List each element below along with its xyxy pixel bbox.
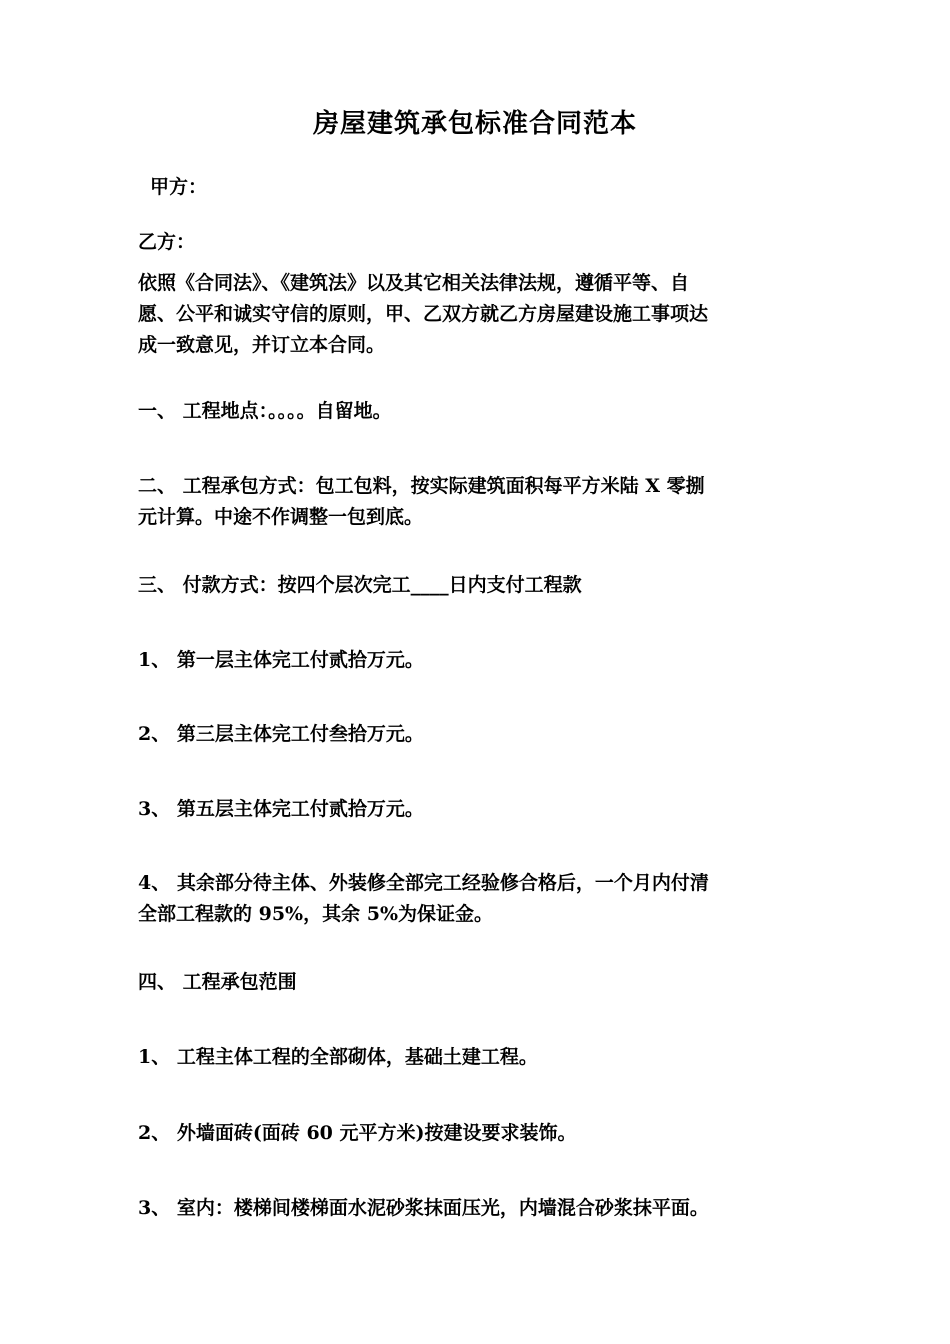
party-b-label: 乙方： xyxy=(138,231,196,253)
section-2-contract-method xyxy=(138,471,818,533)
payment-item-3: 3、 第五层主体完工付贰拾万元。 xyxy=(138,798,424,820)
section-2-line-1: 二、 工程承包方式：包工包料，按实际建筑面积每平方米陆 X 零捌 xyxy=(138,475,705,497)
scope-item-2: 2、 外墙面砖(面砖 60 元平方米)按建设要求装饰。 xyxy=(138,1122,577,1144)
preamble-line-2: 愿、公平和诚实守信的原则，甲、乙双方就乙方房屋建设施工事项达 xyxy=(138,303,709,325)
section-3-payment-method: 三、 付款方式：按四个层次完工____日内支付工程款 xyxy=(138,574,582,596)
payment-item-1: 1、 第一层主体完工付贰拾万元。 xyxy=(138,649,424,671)
section-1-location: 一、 工程地点：。。。。自留地。 xyxy=(138,400,392,422)
preamble-paragraph xyxy=(138,268,818,361)
scope-item-1: 1、 工程主体工程的全部砌体，基础土建工程。 xyxy=(138,1046,538,1068)
preamble-line-3: 成一致意见，并订立本合同。 xyxy=(138,334,386,356)
document-title: 房屋建筑承包标准合同范本 xyxy=(312,109,637,139)
payment-item-4-line-1: 4、 其余部分待主体、外装修全部完工经验修合格后，一个月内付清 xyxy=(138,872,709,894)
payment-item-2: 2、 第三层主体完工付叁拾万元。 xyxy=(138,723,424,745)
party-a-label: 甲方： xyxy=(150,176,208,198)
section-2-line-2: 元计算。中途不作调整一包到底。 xyxy=(138,506,424,528)
preamble-line-1: 依照《合同法》、《建筑法》以及其它相关法律法规，遵循平等、自 xyxy=(138,272,690,294)
payment-item-4-line-2: 全部工程款的 95%，其余 5%为保证金。 xyxy=(138,903,493,925)
scope-item-3: 3、 室内：楼梯间楼梯面水泥砂浆抹面压光，内墙混合砂浆抹平面。 xyxy=(138,1197,709,1219)
payment-item-4 xyxy=(138,868,818,930)
section-4-scope: 四、 工程承包范围 xyxy=(138,971,297,993)
